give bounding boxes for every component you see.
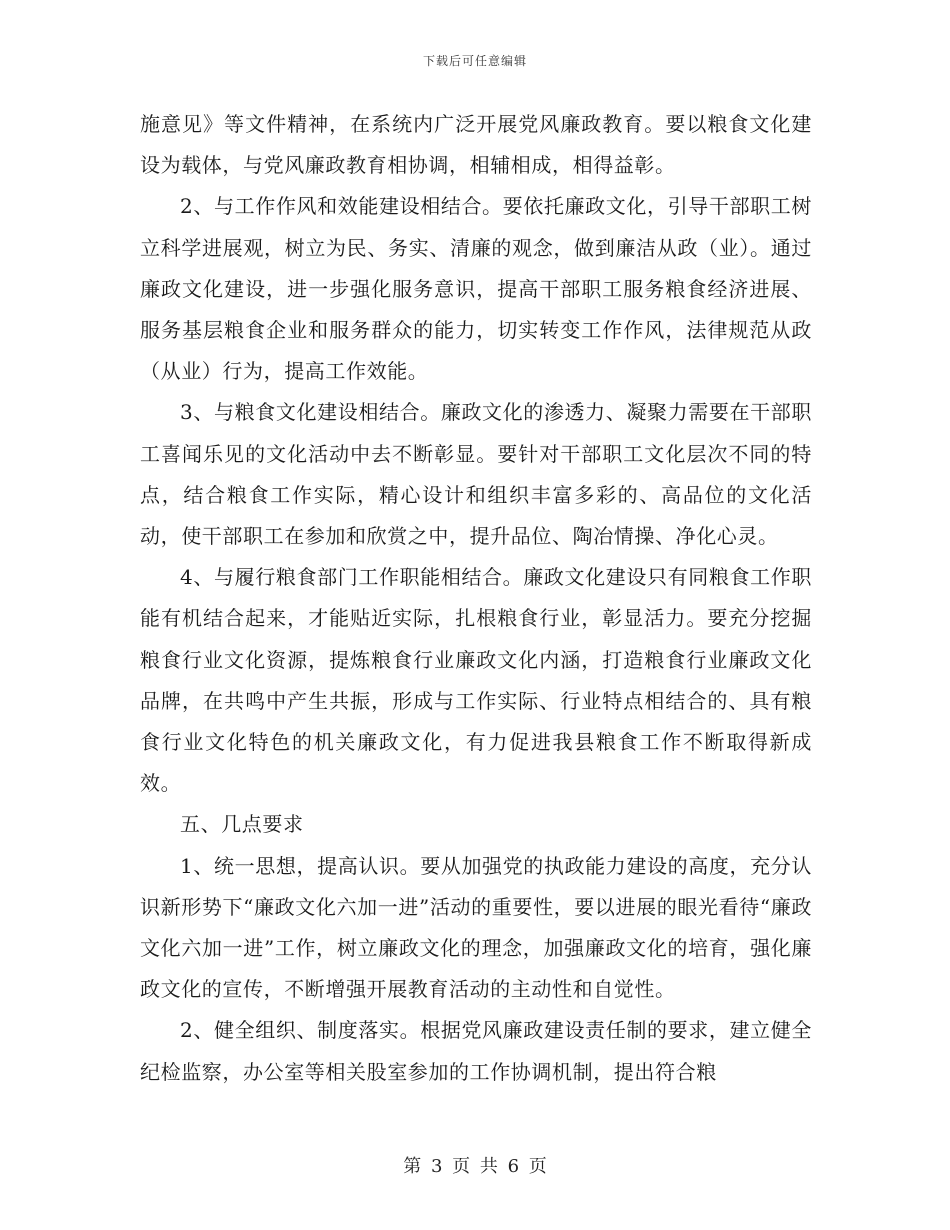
page-header: 下载后可任意编辑: [422, 54, 527, 68]
section-heading: 五、几点要求: [180, 812, 304, 837]
page-number: 第 3 页 共 6 页: [403, 1156, 547, 1177]
requirement-item-2: 2、健全组织、制度落实。根据党风廉政建设责任制的要求，建立健全纪检监察，办公室等相关股室参加的工作协调机制，提出符合粮: [140, 1018, 812, 1084]
paragraph-continuation: 施意见》等文件精神，在系统内广泛开展党风廉政教育。要以粮食文化建设为载体，与党风廉政教育相协调，相辅相成，相得益彰。: [140, 112, 812, 178]
document-body: [140, 104, 812, 1093]
paragraph-item-3: 3、与粮食文化建设相结合。廉政文化的渗透力、凝聚力需要在干部职工喜闻乐见的文化活动中去不断彰显。要针对干部职工文化层次不同的特点，结合粮食工作实际，精心设计和组织丰富多彩的、高品位的文化活动，使干部职工在参加和欣赏之中，提升品位、陶冶情操、净化心灵。: [140, 400, 812, 549]
requirement-item-1: 1、统一思想，提高认识。要从加强党的执政能力建设的高度，充分认识新形势下“廉政文化六加一进”活动的重要性，要以进展的眼光看待“廉政文化六加一进”工作，树立廉政文化的理念，加强廉政文化的培育，强化廉政文化的宣传，不断增强开展教育活动的主动性和自觉性。: [140, 853, 812, 1002]
paragraph-item-2: 2、与工作作风和效能建设相结合。要依托廉政文化，引导干部职工树立科学进展观，树立为民、务实、清廉的观念，做到廉洁从政（业）。通过廉政文化建设，进一步强化服务意识，提高干部职工服务粮食经济进展、服务基层粮食企业和服务群众的能力，切实转变工作作风，法律规范从政（从业）行为，提高工作效能。: [140, 194, 812, 384]
paragraph-item-4: 4、与履行粮食部门工作职能相结合。廉政文化建设只有同粮食工作职能有机结合起来，才能贴近实际，扎根粮食行业，彰显活力。要充分挖掘粮食行业文化资源，提炼粮食行业廉政文化内涵，打造粮食行业廉政文化品牌，在共鸣中产生共振，形成与工作实际、行业特点相结合的、具有粮食行业文化特色的机关廉政文化，有力促进我县粮食工作不断取得新成效。: [140, 565, 812, 796]
